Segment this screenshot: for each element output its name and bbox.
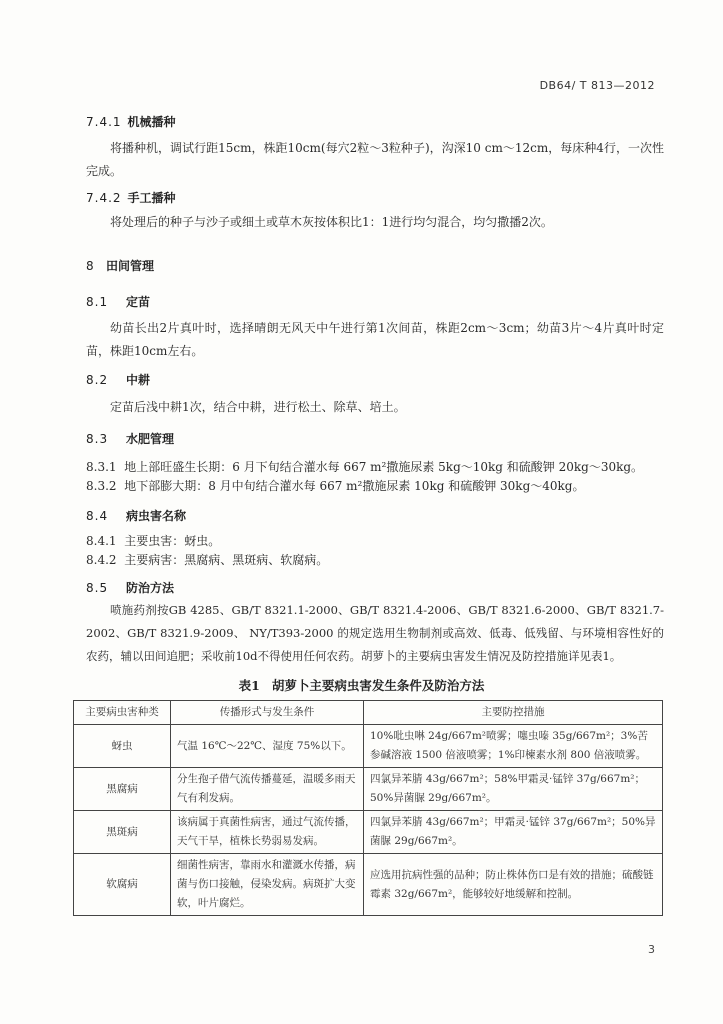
clause-text: 地上部旺盛生长期：6 月下旬结合灌水每 667 m²撒施尿素 5kg～10kg 和硫酸钾 20kg～30kg。 bbox=[124, 460, 644, 474]
pest-measure: 10%吡虫啉 24g/667m²喷雾；噻虫嗪 35g/667m²；3%苦参碱溶液 1500 倍液喷雾；1%印楝素水剂 800 倍液喷雾。 bbox=[364, 725, 663, 768]
pest-name: 黑腐病 bbox=[74, 768, 171, 811]
page-number: 3 bbox=[648, 943, 655, 956]
paragraph-8-2: 定苗后浅中耕1次，结合中耕，进行松土、除草、培土。 bbox=[110, 400, 406, 414]
paragraph-7-4-1: 将播种机，调试行距15cm，株距10cm(每穴2粒～3粒种子)，沟深10 cm～12cm，每床种4行，一次性完成。 bbox=[86, 141, 664, 178]
pest-measure: 应选用抗病性强的品种；防止株体伤口是有效的措施；硫酸链霉素 32g/667m²，能够较好地缓解和控制。 bbox=[364, 854, 663, 916]
pest-condition: 细菌性病害，靠雨水和灌溉水传播，病菌与伤口接触，侵染发病。病斑扩大变软，叶片腐烂。 bbox=[171, 854, 364, 916]
clause-text: 主要虫害：蚜虫。 bbox=[124, 534, 221, 548]
heading-8-4 bbox=[86, 507, 186, 524]
standard-number: DB64/ T 813—2012 bbox=[539, 79, 655, 92]
clause-number: 8.4.2 bbox=[86, 553, 117, 567]
table-row bbox=[74, 768, 663, 811]
section-number: 8.2 bbox=[86, 373, 109, 387]
table-number: 表1 bbox=[238, 678, 260, 693]
section-title: 中耕 bbox=[126, 373, 151, 387]
heading-8-2 bbox=[86, 371, 150, 388]
pest-measure: 四氯异苯腈 43g/667m²；58%甲霜灵·锰锌 37g/667m²；50%异菌脲 29g/667m²。 bbox=[364, 768, 663, 811]
section-number: 8.5 bbox=[86, 581, 109, 595]
clause-8-4-2 bbox=[86, 551, 664, 568]
section-title: 水肥管理 bbox=[126, 432, 175, 446]
section-number: 8.4 bbox=[86, 509, 109, 523]
pest-control-table bbox=[73, 700, 663, 916]
section-number: 8.1 bbox=[86, 295, 109, 309]
section-title: 田间管理 bbox=[106, 259, 155, 273]
pest-measure: 四氯异苯腈 43g/667m²；甲霜灵·锰锌 37g/667m²；50%异菌脲 29g/667m²。 bbox=[364, 811, 663, 854]
paragraph-7-4-2: 将处理后的种子与沙子或细土或草木灰按体积比1：1进行均匀混合，均匀撒播2次。 bbox=[110, 215, 553, 229]
section-title: 定苗 bbox=[126, 295, 151, 309]
heading-8 bbox=[86, 257, 154, 274]
table-row bbox=[74, 725, 663, 768]
table-title: 胡萝卜主要病虫害发生条件及防治方法 bbox=[271, 678, 485, 693]
clause-number: 8.3.2 bbox=[86, 479, 117, 493]
table-row bbox=[74, 854, 663, 916]
section-number: 7.4.2 bbox=[86, 191, 122, 205]
clause-8-3-2 bbox=[86, 477, 664, 494]
section-number: 8 bbox=[86, 259, 95, 273]
paragraph-8-5: 喷施药剂按GB 4285、GB/T 8321.1-2000、GB/T 8321.4-2006、GB/T 8321.6-2000、GB/T 8321.7-2002、GB/T 8321.9-2009、 NY/T393-2000 的规定选用生物制剂或高效、低毒、低残留、与环境相容性好的农药，辅以田间追肥；采收前10d不得使用任何农药。胡萝卜的主要病虫害发生情况及防控措施详见表1。 bbox=[86, 603, 664, 663]
heading-7-4-1 bbox=[86, 113, 176, 130]
section-title: 病虫害名称 bbox=[126, 509, 187, 523]
section-number: 8.3 bbox=[86, 432, 109, 446]
table-row bbox=[74, 811, 663, 854]
table-header-row bbox=[74, 701, 663, 725]
column-header-measures: 主要防控措施 bbox=[364, 701, 663, 725]
pest-condition: 分生孢子借气流传播蔓延，温暖多雨天气有利发病。 bbox=[171, 768, 364, 811]
pest-name: 蚜虫 bbox=[74, 725, 171, 768]
pest-condition: 该病属于真菌性病害，通过气流传播，天气干旱，植株长势弱易发病。 bbox=[171, 811, 364, 854]
section-title: 手工播种 bbox=[127, 191, 176, 205]
pest-condition: 气温 16℃～22℃、湿度 75%以下。 bbox=[171, 725, 364, 768]
heading-7-4-2 bbox=[86, 189, 176, 206]
clause-8-4-1 bbox=[86, 532, 664, 549]
section-title: 机械播种 bbox=[127, 115, 176, 129]
heading-8-1 bbox=[86, 293, 150, 310]
table-caption bbox=[0, 676, 723, 694]
clause-text: 地下部膨大期：8 月中旬结合灌水每 667 m²撒施尿素 10kg 和硫酸钾 30kg～40kg。 bbox=[124, 479, 585, 493]
column-header-condition: 传播形式与发生条件 bbox=[171, 701, 364, 725]
clause-text: 主要病害：黑腐病、黑斑病、软腐病。 bbox=[124, 553, 329, 567]
heading-8-5 bbox=[86, 579, 174, 596]
paragraph-8-1: 幼苗长出2片真叶时，选择晴朗无风天中午进行第1次间苗，株距2cm～3cm；幼苗3片～4片真叶时定苗，株距10cm左右。 bbox=[86, 321, 664, 358]
heading-8-3 bbox=[86, 430, 174, 447]
section-title: 防治方法 bbox=[126, 581, 175, 595]
pest-name: 黑斑病 bbox=[74, 811, 171, 854]
column-header-pest: 主要病虫害种类 bbox=[74, 701, 171, 725]
clause-8-3-1 bbox=[86, 458, 664, 475]
section-number: 7.4.1 bbox=[86, 115, 122, 129]
pest-name: 软腐病 bbox=[74, 854, 171, 916]
clause-number: 8.4.1 bbox=[86, 534, 117, 548]
clause-number: 8.3.1 bbox=[86, 460, 117, 474]
